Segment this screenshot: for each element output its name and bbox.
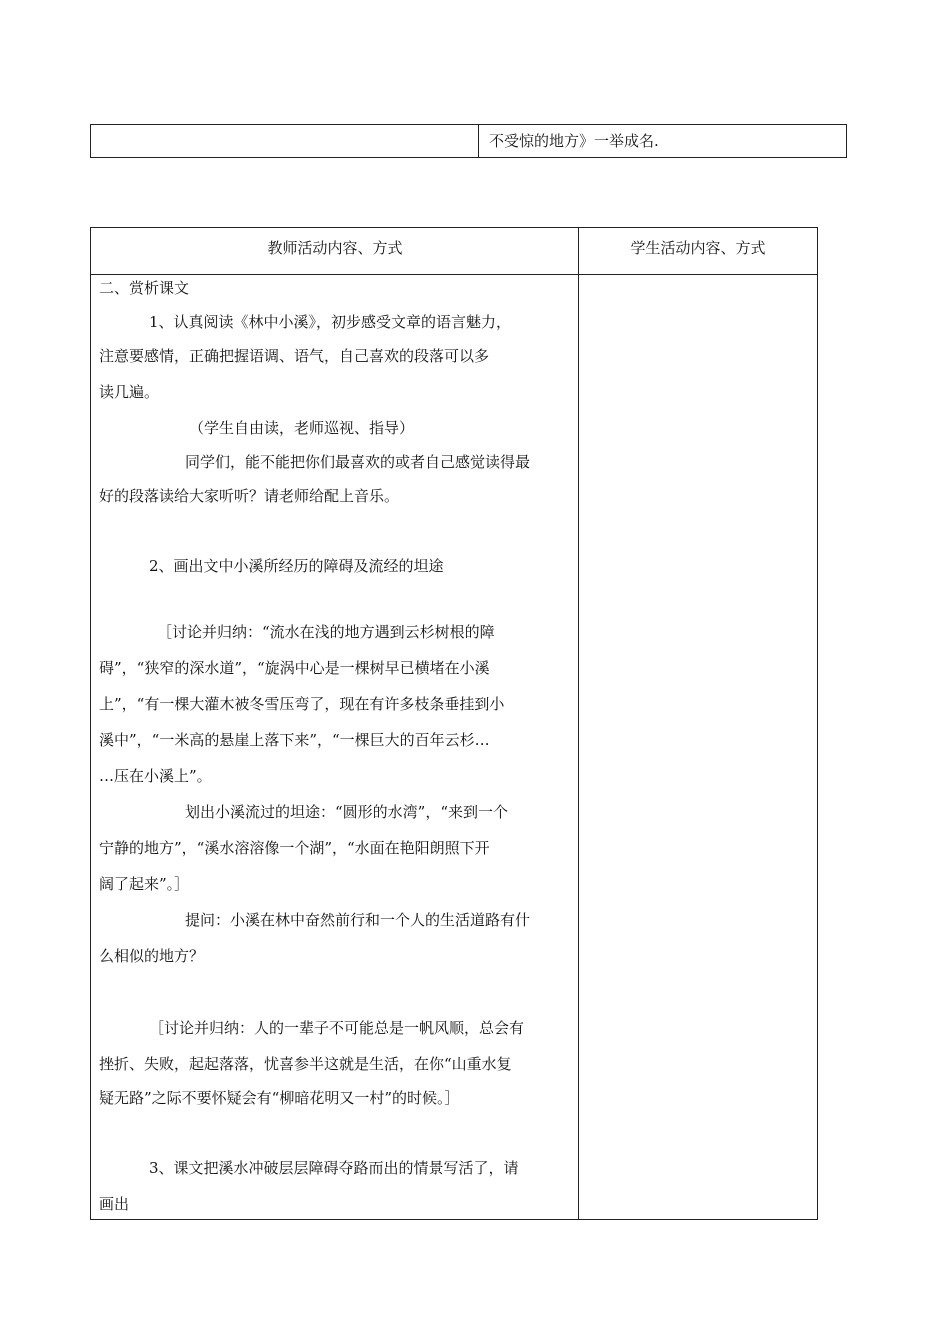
text-line: 3、课文把溪水冲破层层障碍夺路而出的情景写活了，请 bbox=[149, 1159, 519, 1177]
text-line: 1、认真阅读《林中小溪》，初步感受文章的语言魅力， bbox=[149, 313, 512, 331]
text-line: …压在小溪上”。 bbox=[99, 767, 212, 785]
text-line: 上”，“有一棵大灌木被冬雪压弯了，现在有许多枝条垂挂到小 bbox=[99, 695, 505, 713]
text-line: 好的段落读给大家听听？请老师给配上音乐。 bbox=[99, 487, 400, 505]
text-line: 画出 bbox=[99, 1195, 130, 1213]
text-line: 疑无路”之际不要怀疑会有“柳暗花明又一村”的时候。］ bbox=[99, 1089, 460, 1107]
text-line: 划出小溪流过的坦途：“圆形的水湾”，“来到一个 bbox=[185, 803, 509, 821]
text-line: 宁静的地方”，“溪水溶溶像一个湖”，“水面在艳阳朗照下开 bbox=[99, 839, 490, 857]
text-line: 读几遍。 bbox=[99, 383, 160, 401]
text-line: 提问：小溪在林中奋然前行和一个人的生活道路有什 bbox=[185, 911, 531, 929]
text-line: 溪中”，“一米高的悬崖上落下来”，“一棵巨大的百年云杉… bbox=[99, 731, 490, 749]
table-header-row bbox=[91, 228, 817, 275]
lesson-table bbox=[90, 227, 818, 1220]
teacher-activity-header: 教师活动内容、方式 bbox=[267, 239, 403, 257]
text-line: （学生自由读，老师巡视、指导） bbox=[189, 419, 415, 437]
text-line: 挫折、失败，起起落落，忧喜参半这就是生活，在你“山重水复 bbox=[99, 1055, 512, 1073]
text-line: 阔了起来”。］ bbox=[99, 875, 190, 893]
previous-table-fragment bbox=[90, 124, 847, 158]
fragment-left-cell bbox=[91, 125, 479, 157]
teacher-activity-cell bbox=[91, 275, 578, 1219]
student-activity-cell bbox=[579, 275, 817, 1219]
text-line: 同学们，能不能把你们最喜欢的或者自己感觉读得最 bbox=[185, 453, 531, 471]
text-line: 碍”，“狭窄的深水道”，“旋涡中心是一棵树早已横堵在小溪 bbox=[99, 659, 490, 677]
text-line: ［讨论并归纳：人的一辈子不可能总是一帆风顺，总会有 bbox=[149, 1019, 525, 1037]
student-activity-header: 学生活动内容、方式 bbox=[630, 239, 766, 257]
fragment-right-cell: 不受惊的地方》一举成名. bbox=[489, 132, 659, 150]
text-line: 注意要感情，正确把握语调、语气，自己喜欢的段落可以多 bbox=[99, 347, 490, 365]
text-line: 2、画出文中小溪所经历的障碍及流经的坦途 bbox=[149, 557, 444, 575]
text-line: ［讨论并归纳：“流水在浅的地方遇到云杉树根的障 bbox=[157, 623, 495, 641]
section-heading: 二、赏析课文 bbox=[99, 279, 190, 297]
text-line: 么相似的地方？ bbox=[99, 947, 205, 965]
